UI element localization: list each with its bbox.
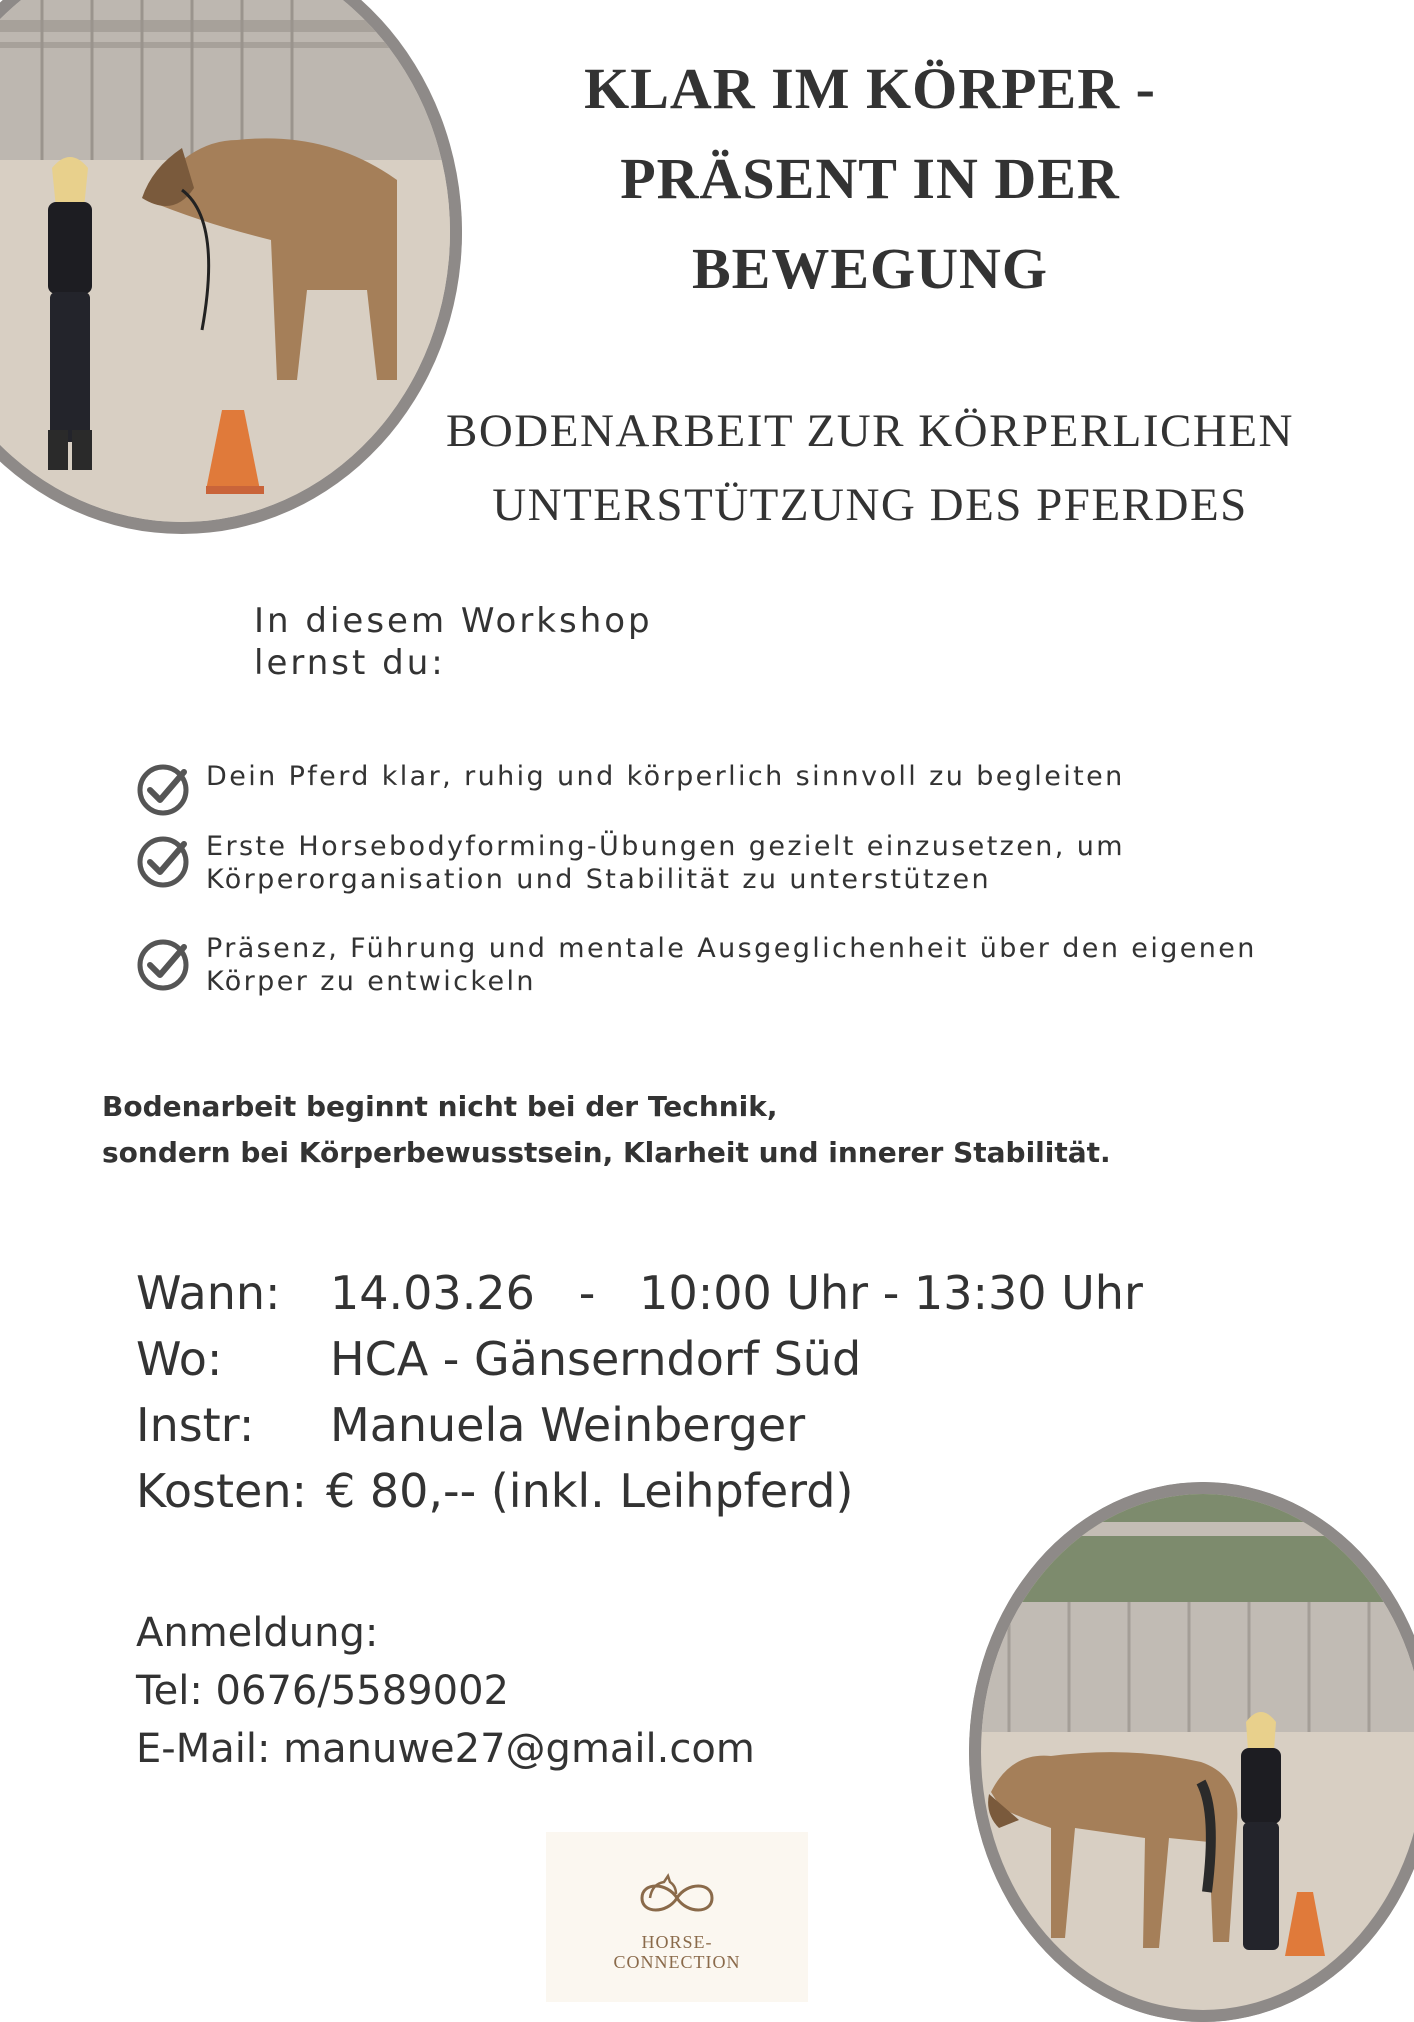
intro-line-2: lernst du: [254, 643, 446, 683]
benefit-line: Dein Pferd klar, ruhig und körperlich sinnvoll zu begleiten [206, 761, 1125, 792]
quote-line-1: Bodenarbeit beginnt nicht bei der Technik, [102, 1090, 778, 1123]
page-title [420, 44, 1320, 314]
registration-heading: Anmeldung: [136, 1610, 379, 1656]
intro-text [254, 600, 954, 684]
check-circle-icon [136, 835, 190, 889]
when-value: 14.03.26 - 10:00 Uhr - 13:30 Uhr [330, 1266, 1143, 1320]
subtitle-line-2: UNTERSTÜTZUNG DES PFERDES [492, 479, 1248, 531]
title-line-1: KLAR IM KÖRPER - [584, 56, 1156, 121]
photo-trainer-with-horse [0, 0, 462, 534]
registration-contact [136, 1604, 755, 1778]
benefit-line: Körperorganisation und Stabilität zu unterstützen [206, 864, 991, 895]
cost-value: € 80,-- (inkl. Leihpferd) [326, 1464, 854, 1518]
instr-label: Instr: [136, 1398, 255, 1452]
title-line-3: BEWEGUNG [691, 236, 1049, 301]
horse-infinity-icon [632, 1868, 722, 1928]
where-value: HCA - Gänserndorf Süd [330, 1332, 862, 1386]
logo-line-2: CONNECTION [613, 1952, 741, 1972]
page-subtitle [400, 394, 1340, 542]
where-label: Wo: [136, 1332, 223, 1386]
phone-number[interactable]: Tel: 0676/5589002 [136, 1668, 509, 1714]
cost-label: Kosten: [136, 1464, 307, 1518]
benefit-line: Präsenz, Führung und mentale Ausgeglichenheit über den eigenen [206, 933, 1257, 964]
check-circle-icon [136, 763, 190, 817]
check-circle-icon [136, 938, 190, 992]
instr-value: Manuela Weinberger [330, 1398, 806, 1452]
benefit-text [206, 932, 1257, 998]
benefit-text [206, 830, 1125, 896]
horse-connection-logo [546, 1832, 808, 2002]
when-label: Wann: [136, 1266, 281, 1320]
email-address[interactable]: E-Mail: manuwe27@gmail.com [136, 1726, 755, 1772]
benefit-line: Körper zu entwickeln [206, 966, 536, 997]
photo-horse-in-arena [969, 1482, 1414, 2022]
quote-text [102, 1084, 1252, 1176]
benefit-line: Erste Horsebodyforming-Übungen gezielt einzusetzen, um [206, 831, 1125, 862]
intro-line-1: In diesem Workshop [254, 601, 653, 641]
quote-line-2: sondern bei Körperbewusstsein, Klarheit und innerer Stabilität. [102, 1136, 1111, 1169]
title-line-2: PRÄSENT IN DER [620, 146, 1120, 211]
subtitle-line-1: BODENARBEIT ZUR KÖRPERLICHEN [446, 405, 1294, 457]
logo-line-1: HORSE- [641, 1932, 713, 1952]
benefit-text [206, 760, 1125, 793]
logo-text [546, 1932, 808, 1972]
